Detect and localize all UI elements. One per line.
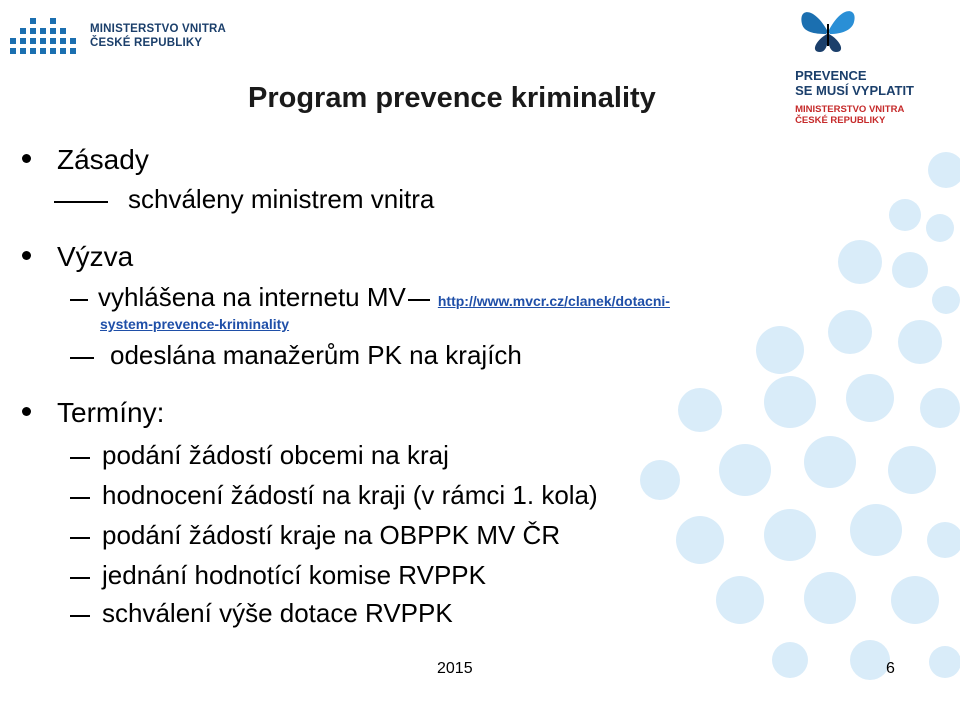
list-item-text: podání žádostí kraje na OBPPK MV ČR xyxy=(102,520,561,550)
dash-icon xyxy=(54,201,108,203)
dash-icon xyxy=(70,457,90,459)
ministry-logo-line1: MINISTERSTVO VNITRA xyxy=(90,23,227,35)
prevention-logo xyxy=(795,68,914,126)
bullet-icon xyxy=(22,154,31,163)
list-item-text: podání žádostí obcemi na kraj xyxy=(102,440,449,470)
dash-icon xyxy=(70,537,90,539)
list-item xyxy=(70,562,486,588)
list-item-text: schváleny ministrem vnitra xyxy=(128,184,435,214)
butterfly-icon xyxy=(796,2,860,58)
section-terminy xyxy=(22,399,164,427)
dash-icon xyxy=(70,299,88,301)
section-zasady xyxy=(22,146,149,174)
footer-year: 2015 xyxy=(437,660,473,677)
program-link-continued[interactable]: system-prevence-kriminality xyxy=(100,316,290,332)
list-item xyxy=(70,442,449,468)
prevention-logo-line1: PREVENCE xyxy=(795,68,867,83)
ministry-logo-line2: ČESKÉ REPUBLIKY xyxy=(90,37,203,49)
bullet-icon xyxy=(22,407,31,416)
prevention-logo-line2: SE MUSÍ VYPLATIT xyxy=(795,83,914,98)
list-item xyxy=(70,600,453,626)
list-item xyxy=(70,284,670,310)
section-heading-vyzva: Výzva xyxy=(57,241,134,272)
dash-icon xyxy=(70,615,90,617)
list-item xyxy=(70,342,522,368)
list-item-text: vyhlášena na internetu MV xyxy=(98,282,406,312)
prevention-logo-line4: ČESKÉ REPUBLIKY xyxy=(795,115,886,126)
ministry-logo-bars-icon xyxy=(10,14,82,58)
list-item-text: jednání hodnotící komise RVPPK xyxy=(102,560,486,590)
dash-icon xyxy=(70,497,90,499)
dash-icon xyxy=(408,299,430,301)
list-item xyxy=(70,482,598,508)
list-item-text: odeslána manažerům PK na krajích xyxy=(110,340,522,370)
page-number: 6 xyxy=(886,660,895,677)
section-vyzva xyxy=(22,243,133,271)
list-item-text: hodnocení žádostí na kraji (v rámci 1. kola) xyxy=(102,480,598,510)
list-item-text: schválení výše dotace RVPPK xyxy=(102,598,453,628)
page-title: Program prevence kriminality xyxy=(248,82,656,114)
list-item xyxy=(70,522,560,548)
dash-icon xyxy=(70,577,90,579)
section-heading-terminy: Termíny: xyxy=(57,397,165,428)
ministry-logo xyxy=(10,14,226,58)
prevention-logo-line3: MINISTERSTVO VNITRA xyxy=(795,104,905,115)
dash-icon xyxy=(70,357,94,359)
section-heading-zasady: Zásady xyxy=(57,144,149,175)
bullet-icon xyxy=(22,251,31,260)
program-link[interactable]: http://www.mvcr.cz/clanek/dotacni- xyxy=(437,293,670,309)
list-item xyxy=(54,186,434,212)
